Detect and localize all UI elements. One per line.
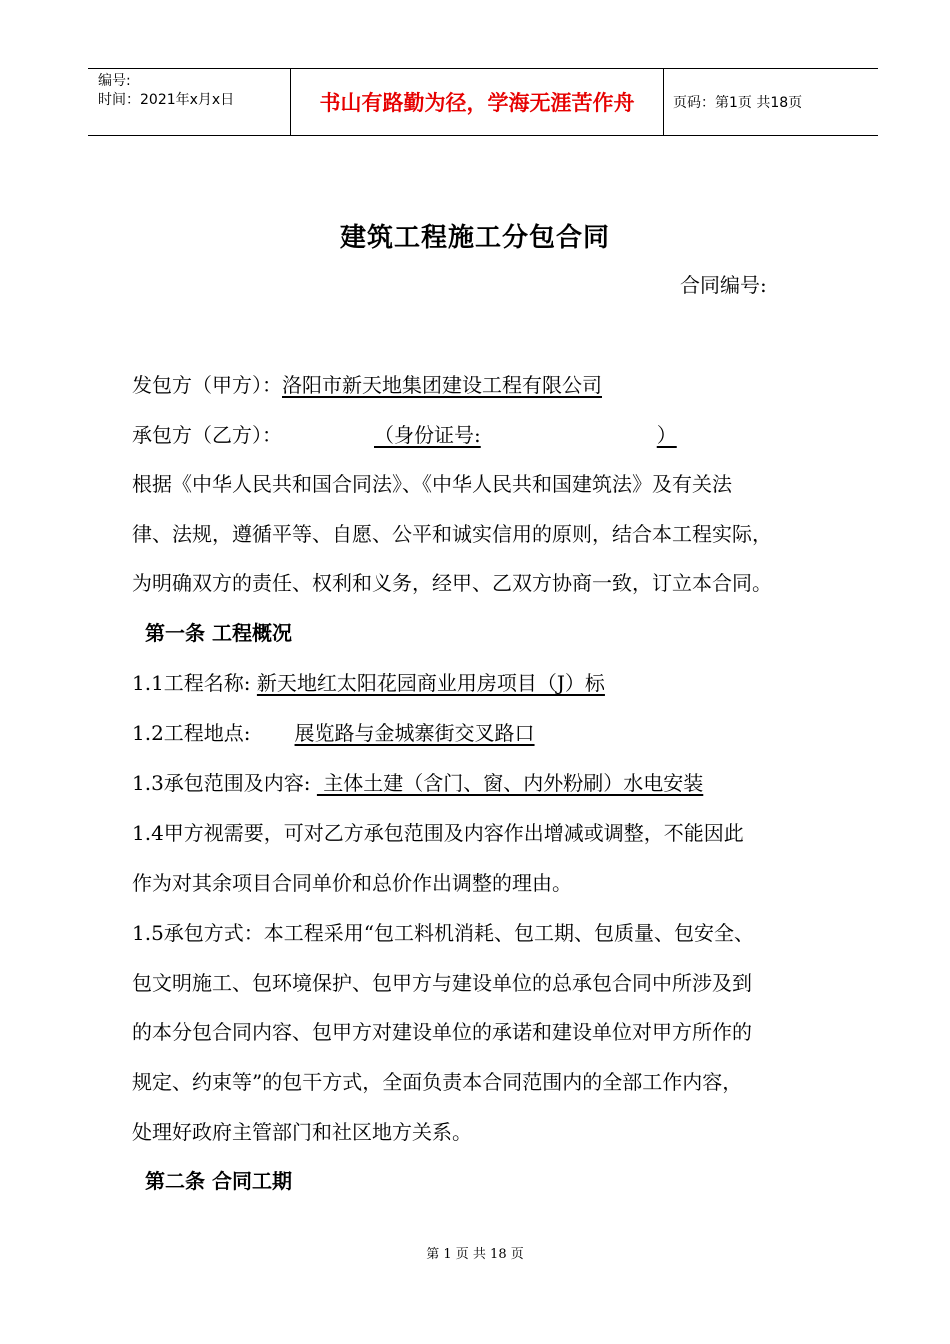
intro-line-2: 律、法规，遵循平等、自愿、公平和诚实信用的原则，结合本工程实际， xyxy=(132,522,772,546)
item-1-5-line-3: 的本分包合同内容、包甲方对建设单位的承诺和建设单位对甲方所作的 xyxy=(132,1020,752,1044)
item-1-2-value: 展览路与金城寨街交叉路口 xyxy=(294,721,535,745)
item-1-5-line-2: 包文明施工、包环境保护、包甲方与建设单位的总承包合同中所涉及到 xyxy=(132,971,752,995)
document-title: 建筑工程施工分包合同 xyxy=(339,223,610,253)
item-1-3-value: 主体土建（含门、窗、内外粉刷）水电安装 xyxy=(316,771,704,795)
intro-line-1: 根据《中华人民共和国合同法》、《中华人民共和国建筑法》及有关法 xyxy=(132,472,732,496)
page-footer: 第 1 页 共 18 页 xyxy=(426,1247,524,1262)
item-1-2-label: 1.2工程地点: xyxy=(132,721,251,745)
party-b-line xyxy=(132,420,677,450)
item-1-2 xyxy=(132,718,535,748)
article-1-heading: 第一条 工程概况 xyxy=(145,621,292,645)
item-1-3 xyxy=(132,768,703,798)
item-1-5-line-5: 处理好政府主管部门和社区地方关系。 xyxy=(132,1120,472,1144)
item-1-1 xyxy=(132,668,605,698)
item-1-1-value: 新天地红太阳花园商业用房项目（J）标 xyxy=(256,671,605,695)
header-motto: 书山有路勤为径，学海无涯苦作舟 xyxy=(319,91,635,115)
header-page-info: 页码：第1页 共18页 xyxy=(673,95,803,111)
party-b-blank xyxy=(282,420,677,450)
header-top-rule xyxy=(88,68,878,69)
item-1-3-label: 1.3承包范围及内容: xyxy=(132,771,311,795)
header-time-label: 时间：2021年x月x日 xyxy=(98,92,235,108)
party-a-value: 洛阳市新天地集团建设工程有限公司 xyxy=(282,373,602,397)
header-divider-right xyxy=(663,68,664,136)
item-1-5-line-4: 规定、约束等”的包干方式，全面负责本合同范围内的全部工作内容， xyxy=(132,1070,743,1094)
party-a-label: 发包方（甲方）： xyxy=(132,373,282,397)
intro-line-3: 为明确双方的责任、权利和义务，经甲、乙双方协商一致，订立本合同。 xyxy=(132,571,772,595)
item-1-4-line-2: 作为对其余项目合同单价和总价作出调整的理由。 xyxy=(132,871,572,895)
contract-number-label: 合同编号: xyxy=(680,273,767,297)
header-bottom-rule xyxy=(88,135,878,136)
item-1-5-line-1: 1.5承包方式：本工程采用“包工料机消耗、包工期、包质量、包安全、 xyxy=(132,921,755,945)
party-b-id-open: （身份证号: xyxy=(374,423,481,447)
party-a-line xyxy=(132,370,602,400)
party-b-id-close: ） xyxy=(656,423,677,447)
item-1-4-line-1: 1.4甲方视需要，可对乙方承包范围及内容作出增减或调整，不能因此 xyxy=(132,821,744,845)
header-number-label: 编号: xyxy=(98,73,131,89)
item-1-1-label: 1.1工程名称: xyxy=(132,671,251,695)
article-2-heading: 第二条 合同工期 xyxy=(145,1169,292,1193)
party-b-label: 承包方（乙方）： xyxy=(132,423,282,447)
